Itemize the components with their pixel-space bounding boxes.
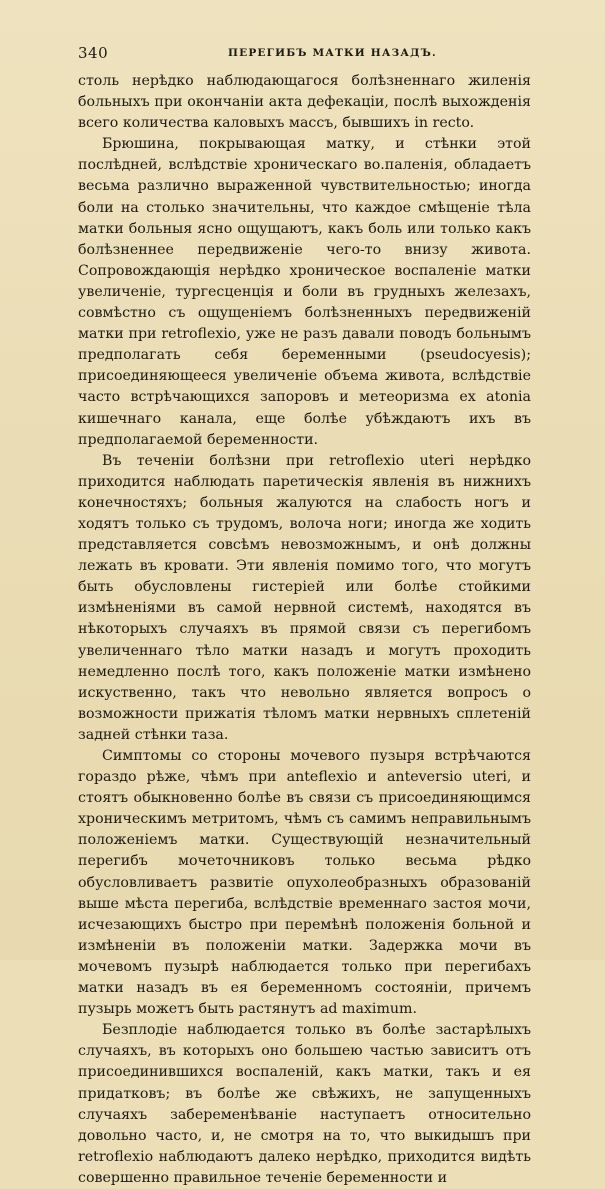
body-text [78,71,531,1189]
paragraph-sterility: Безплодіе наблюдается только въ болѣе застарѣлыхъ случаяхъ, въ которыхъ оно большею частью зависитъ отъ присоединившихся воспаленій, какъ матки, такъ и ея придатковъ; въ болѣе же свѣжихъ, не запущенныхъ случаяхъ забеременѣваніе наступаетъ относительно довольно часто, и, не смотря на то, что выкидышъ при retroflexio наблюдаютъ далеко нерѣдко, приходится видѣть совершенно правильное теченіе беременности и [78,1022,531,1186]
paragraph-continued: столь нерѣдко наблюдающагося болѣзненнаго жиленія больныхъ при окончаніи акта дефекаціи, послѣ выхожденія всего количества каловыхъ массъ, бывшихъ in recto. [78,73,531,132]
running-title: ПЕРЕГИБЪ МАТКИ НАЗАДЪ. [228,47,437,59]
paragraph-peritoneum: Брюшина, покрывающая матку, и стѣнки этой послѣдней, вслѣдствіе хроническаго во.паленія, обладаетъ весьма различно выраженной чувствительностью; иногда боли на столько значительны, что каждое смѣщеніе тѣла матки больныя ясно ощущаютъ, какъ боль или только какъ болѣзненнее передвиженіе чего-то внизу живота. Сопровождающія нерѣдко хроническое воспаленіе матки увеличеніе, тургесценція и боли въ грудныхъ железахъ, совмѣстно съ ощущеніемъ болѣзненныхъ передвиженій матки при retroflexio, уже не разъ давали поводъ больнымъ предполагать себя беременными (pseudocyesis); присоединяющееся увеличеніе объема живота, вслѣдствіе часто встрѣчающихся запоровъ и метеоризма ex atonia кишечнаго канала, еще болѣе убѣждаютъ ихъ въ предполагаемой беременности. [78,136,531,448]
page-header [78,44,532,64]
paragraph-bladder-symptoms: Симптомы со стороны мочевого пузыря встрѣчаются гораздо рѣже, чѣмъ при anteflexio и anteversio uteri, и стоятъ обыкновенно болѣе въ связи съ присоединяющимся хроническимъ метритомъ, чѣмъ съ самимъ неправильнымъ положеніемъ матки. Существующій незначительный перегибъ мочеточниковъ только весьма рѣдко обусловливаетъ развитіе опухолеобразныхъ образованій выше мѣста перегиба, вслѣдствіе временнаго застоя мочи, исчезающихъ быстро при перемѣнѣ положенія больной и измѣненіи въ положеніи матки. Задержка мочи въ мочевомъ пузырѣ наблюдается только при перегибахъ матки назадъ въ ея беременномъ состояніи, причемъ пузырь можетъ быть растянутъ ad maximum. [78,748,531,1018]
page-number: 340 [78,44,109,62]
paragraph-paresis: Въ теченіи болѣзни при retroflexio uteri нерѣдко приходится наблюдать паретическія явленія въ нижнихъ конечностяхъ; больныя жалуются на слабость ногъ и ходятъ только съ трудомъ, волоча ноги; иногда же ходить представляется совсѣмъ невозможнымъ, и онѣ должны лежать въ кровати. Эти явленія помимо того, что могутъ быть обусловлены гистеріей или болѣе стойкими измѣненіями въ самой нервной системѣ, находятся въ нѣкоторыхъ случаяхъ въ прямой связи съ перегибомъ увеличеннаго тѣло матки назадъ и могутъ проходить немедленно послѣ того, какъ положеніе матки измѣнено искуственно, такъ что невольно является вопросъ о возможности прижатія тѣломъ матки нервныхъ сплетеній задней стѣнки таза. [78,452,531,743]
